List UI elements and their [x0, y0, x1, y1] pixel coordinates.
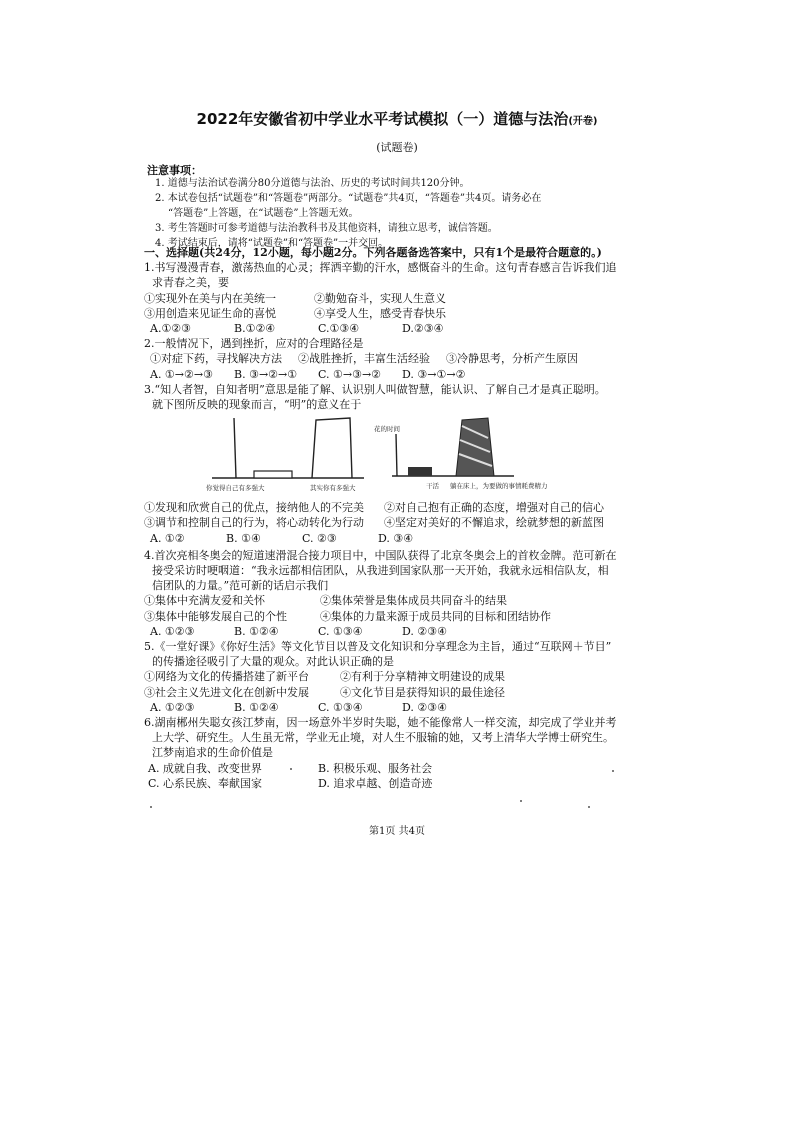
exam-title: [0, 108, 794, 129]
option-c: C.①③④: [318, 322, 360, 336]
scan-speck: [520, 800, 522, 802]
notice-item: 4. 考试结束后，请将“试题卷”和“答题卷”一并交回。: [155, 238, 389, 249]
option-d: D. 追求卓越、创造奇迹: [318, 776, 433, 790]
tall-block-shape: [312, 418, 352, 478]
question-stem: 4.首次亮相冬奥会的短道速滑混合接力项目中，中国队获得了北京冬奥会上的首枚金牌。范可新在: [144, 548, 617, 562]
statement-list: [144, 593, 654, 623]
option-d: D. ③→①→②: [402, 367, 466, 381]
scan-speck: [612, 770, 614, 772]
statement: ②战胜挫折，丰富生活经验: [298, 352, 430, 366]
comic-figure: [144, 416, 654, 498]
question-stem: 江梦南追求的生命价值是: [152, 746, 273, 760]
scan-speck: [290, 768, 292, 770]
statement-list: [144, 291, 654, 321]
statement: ③集体中能够发展自己的个性: [144, 609, 287, 623]
option-c: C. ②③: [302, 531, 337, 545]
statement: ①集体中充满友爱和关怀: [144, 594, 265, 608]
question-stem: 就下图所反映的现象而言，“明”的意义在于: [152, 398, 362, 412]
section-heading: 一、选择题(共24分，12小题，每小题2分。下列各题备选答案中，只有1个是最符合题意的。): [144, 246, 602, 259]
statement: ②集体荣誉是集体成员共同奋斗的结果: [320, 594, 507, 608]
option-d: D.②③④: [402, 322, 444, 336]
option-a: A.①②③: [150, 322, 192, 336]
question-area: [144, 245, 654, 791]
option-c: C. ①③④: [318, 624, 363, 638]
question-stem: 求青春之美，要: [152, 276, 229, 290]
question-stem: 的传播途径吸引了大量的观众。对此认识正确的是: [152, 655, 394, 669]
statement: ①对症下药，寻找解决方法: [150, 352, 282, 366]
scan-speck: [588, 806, 590, 808]
statement: ①网络为文化的传播搭建了新平台: [144, 670, 309, 684]
statement: ④坚定对美好的不懈追求，绘就梦想的新蓝图: [384, 516, 604, 530]
statement: ①实现外在美与内在美统一: [144, 291, 276, 305]
time-label: 花的时间: [374, 425, 400, 434]
question-stem: 3.“知人者智，自知者明”意思是能了解、认识别人叫做智慧，能认识、了解自己才是真正聪明。: [144, 382, 606, 396]
answer-options: [144, 531, 654, 546]
notice-heading: 注意事项：: [147, 164, 202, 177]
statement-list: [144, 351, 654, 366]
option-a: A. ①→②→③: [150, 367, 213, 381]
right-caption: 其实你有多强大: [310, 484, 356, 493]
statement: ④享受人生，感受青春快乐: [314, 306, 446, 320]
right-panel: [374, 418, 548, 490]
question-stem: 接受采访时哽咽道：“我永远都相信团队，从我进到国家队那一天开始，我就永远相信队友，相: [152, 564, 609, 578]
question-2: [144, 336, 654, 382]
question-6: [144, 715, 654, 791]
question-5: [144, 639, 654, 715]
option-b: B. ①②④: [234, 624, 279, 638]
option-b: B. ①②④: [234, 700, 279, 714]
page-footer: 第1页 共4页: [369, 826, 425, 837]
statement: ③调节和控制自己的行为，将心动转化为行动: [144, 516, 364, 530]
question-3: [144, 382, 654, 546]
exam-title-suffix: (开卷): [568, 116, 598, 127]
answer-options: [144, 761, 654, 791]
answer-options: [144, 321, 654, 336]
comic-illustration: [204, 416, 548, 498]
answer-options: [144, 700, 654, 715]
statement-list: [144, 669, 654, 699]
exam-subtitle: (试题卷): [376, 141, 418, 154]
option-b: B. 积极乐观、服务社会: [318, 761, 433, 775]
statement: ②有利于分享精神文明建设的成果: [340, 670, 505, 684]
option-a: A. ①②③: [150, 624, 195, 638]
answer-options: [144, 367, 654, 382]
option-c: C. 心系民族、奉献国家: [148, 776, 263, 790]
option-a: A. ①②③: [150, 700, 195, 714]
option-b: B. ①④: [226, 531, 261, 545]
option-d: D. ②③④: [402, 624, 448, 638]
exam-title-text: 2022年安徽省初中学业水平考试模拟（一）道德与法治: [196, 110, 569, 128]
option-c: C. ①③④: [318, 700, 363, 714]
lying-bar-label: 躺在床上，为要做的事情耗费精力: [450, 482, 548, 491]
notice-list: [155, 176, 625, 251]
question-1: [144, 260, 654, 336]
option-d: D. ②③④: [402, 700, 448, 714]
notice-item: 1. 道德与法治试卷满分80分道德与法治、历史的考试时间共120分钟。: [155, 178, 470, 189]
question-stem: 6.湖南郴州失聪女孩江梦南，因一场意外半岁时失聪，她不能像常人一样交流，却完成了学业并考: [144, 716, 617, 730]
statement: ③冷静思考，分析产生原因: [446, 352, 578, 366]
work-bar: [408, 467, 432, 476]
question-4: [144, 548, 654, 639]
question-stem: 2.一般情况下，遇到挫折，应对的合理路径是: [144, 337, 364, 351]
statement: ④集体的力量来源于成员共同的目标和团结协作: [320, 609, 551, 623]
statement: ①发现和欣赏自己的优点，接纳他人的不完美: [144, 501, 364, 515]
notice-item: 3. 考生答题时可参考道德与法治教科书及其他资料，请独立思考，诚信答题。: [155, 223, 498, 234]
option-b: B. ③→②→①: [234, 367, 298, 381]
answer-options: [144, 624, 654, 639]
statement: ③社会主义先进文化在创新中发展: [144, 685, 309, 699]
option-a: A. 成就自我、改变世界: [148, 761, 262, 775]
left-panel: [206, 418, 364, 492]
statement: ④文化节目是获得知识的最佳途径: [340, 685, 505, 699]
question-stem: 信团队的力量。”范可新的话启示我们: [152, 579, 329, 593]
notice-item: “答题卷”上答题，在“试题卷”上答题无效。: [168, 208, 359, 219]
option-a: A. ①②: [150, 531, 185, 545]
option-d: D. ③④: [378, 531, 414, 545]
question-stem: 1.书写漫漫青春，激荡热血的心灵；挥洒辛勤的汗水，感慨奋斗的生命。这句青春感言告诉我们追: [144, 261, 617, 275]
small-block-shape: [254, 471, 292, 478]
statement: ②对自己抱有正确的态度，增强对自己的信心: [384, 501, 604, 515]
notice-item: 2. 本试卷包括“试题卷”和“答题卷”两部分。“试题卷”共4页，“答题卷”共4页。请务必在: [155, 193, 542, 204]
option-b: B.①②④: [234, 322, 276, 336]
scan-speck: [150, 806, 152, 808]
question-stem: 上大学、研究生。人生虽无常，学业无止境，对人生不服输的她，又考上清华大学博士研究生。: [152, 731, 614, 745]
option-c: C. ①→③→②: [318, 367, 382, 381]
statement: ③用创造来见证生命的喜悦: [144, 306, 276, 320]
question-stem: 5.《一堂好课》《你好生活》等文化节目以普及文化知识和分享理念为主旨，通过“互联网＋节目”: [144, 640, 612, 654]
left-caption: 你觉得自己有多强大: [206, 484, 265, 493]
work-bar-label: 干活: [426, 482, 439, 491]
statement: ②勤勉奋斗，实现人生意义: [314, 291, 446, 305]
statement-list: [144, 500, 654, 530]
